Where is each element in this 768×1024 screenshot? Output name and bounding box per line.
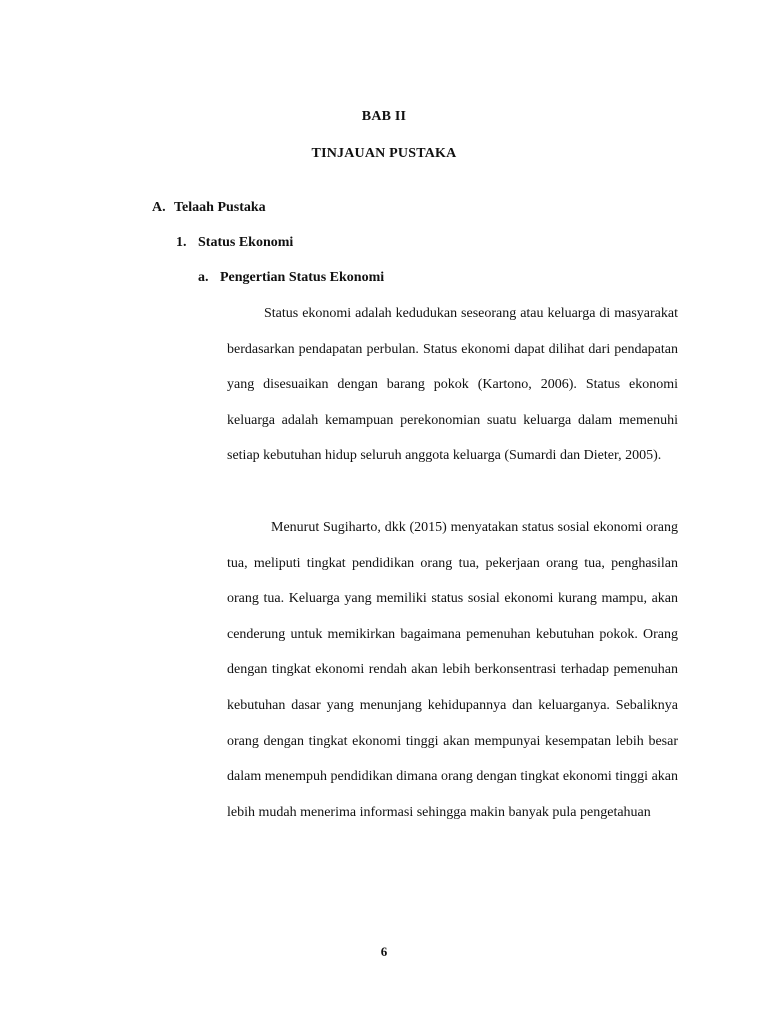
subsection-number: 1. [176, 235, 187, 250]
section-heading [152, 200, 266, 216]
section-label: Telaah Pustaka [174, 200, 266, 215]
section-number: A. [152, 200, 166, 215]
subsection-label: Status Ekonomi [198, 235, 294, 250]
subsubsection-heading [198, 270, 384, 286]
subsubsection-number: a. [198, 270, 209, 285]
body-paragraph: Status ekonomi adalah kedudukan seseorang atau keluarga di masyarakat berdasarkan pendapatan perbulan. Status ekonomi dapat dilihat dari pendapatan yang disesuaikan dengan barang pokok (Kartono, 2006). Status ekonomi keluarga adalah kemampuan perekonomian suatu keluarga dalam memenuhi setiap kebutuhan hidup seluruh anggota keluarga (Sumardi dan Dieter, 2005). [227, 306, 678, 464]
chapter-heading: BAB II [361, 109, 407, 124]
subsection-heading [176, 235, 293, 251]
page-number: 6 [380, 944, 388, 959]
chapter-title: TINJAUAN PUSTAKA [311, 146, 457, 161]
body-paragraph: Menurut Sugiharto, dkk (2015) menyatakan status sosial ekonomi orang tua, meliputi tingkat pendidikan orang tua, pekerjaan orang tua, penghasilan orang tua. Keluarga yang memiliki status sosial ekonomi kurang mampu, akan cenderung untuk memikirkan bagaimana pemenuhan kebutuhan pokok. Orang dengan tingkat ekonomi rendah akan lebih berkonsentrasi terhadap pemenuhan kebutuhan dasar yang menunjang kehidupannya dan keluarganya. Sebaliknya orang dengan tingkat ekonomi tinggi akan mempunyai kesempatan lebih besar dalam menempuh pendidikan dimana orang dengan tingkat ekonomi tinggi akan lebih mudah menerima informasi sehingga makin banyak pula pengetahuan [227, 520, 678, 820]
subsubsection-label: Pengertian Status Ekonomi [220, 270, 385, 285]
